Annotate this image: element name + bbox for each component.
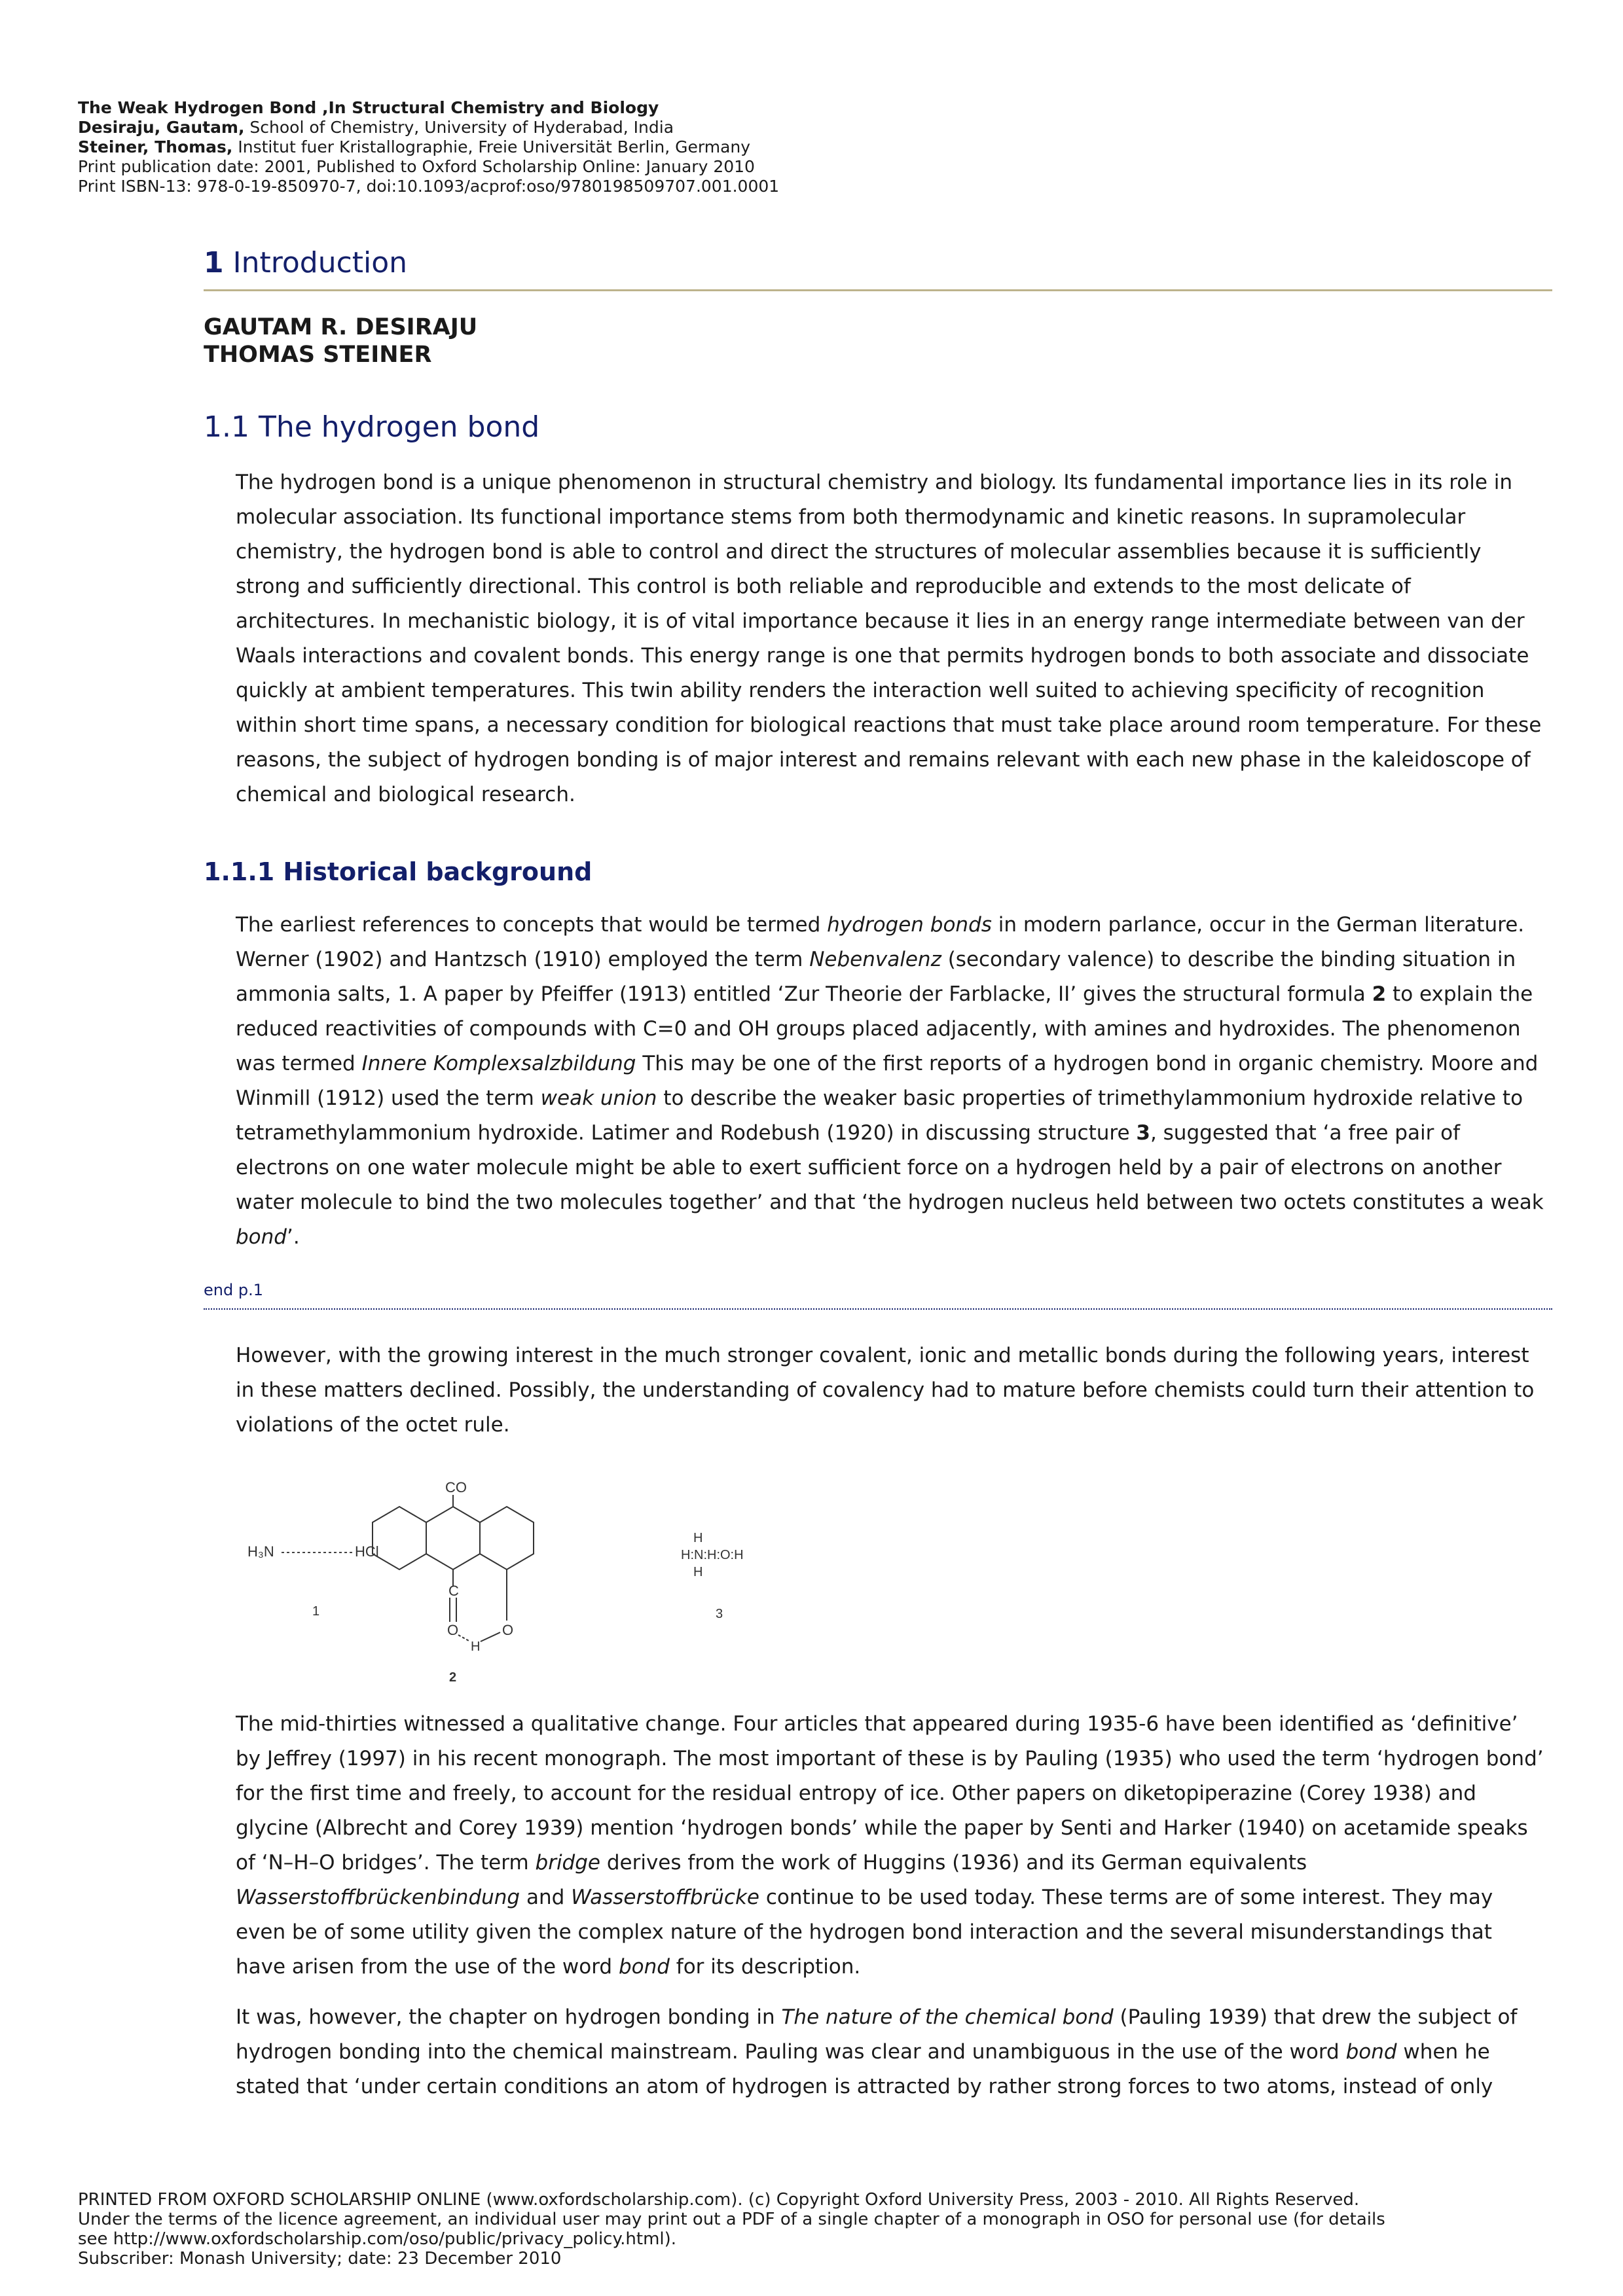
author-2-name: Steiner, Thomas, <box>78 137 233 156</box>
chapter-author: THOMAS STEINER <box>204 342 432 368</box>
structure-2 <box>373 1495 534 1641</box>
publication-date: Print publication date: 2001, Published to Oxford Scholarship Online: January 2010 <box>78 157 755 176</box>
subscriber-line: Subscriber: Monash University; date: 23 December 2010 <box>78 2249 562 2269</box>
page-break-marker: end p.1 <box>204 1281 1552 1310</box>
svg-text:H₃N: H₃N <box>247 1543 274 1560</box>
structure-1 <box>247 1543 379 1619</box>
author-1-line <box>78 118 779 137</box>
paragraph: However, with the growing interest in the much stronger covalent, ionic and metallic bonds during the following years, interest in these matters declined. Possibly, the understanding of covalency had to mature before chemists could turn their attention to violations of the octet rule. <box>236 1344 1535 1437</box>
structures-drawing <box>236 1470 825 1686</box>
author-2-line <box>78 137 779 157</box>
svg-text:H: H <box>693 1531 703 1545</box>
author-1-affiliation: School of Chemistry, University of Hyderabad, India <box>244 118 674 137</box>
structure-label: 1 <box>312 1604 320 1619</box>
copyright-line: PRINTED FROM OXFORD SCHOLARSHIP ONLINE (www.oxfordscholarship.com). (c) Copyright Oxford University Press, 2003 - 2010. All Rights Reserved. <box>78 2190 1360 2210</box>
chapter-author: GAUTAM R. DESIRAJU <box>204 314 478 340</box>
chapter-title-text: Introduction <box>223 246 408 279</box>
licence-line: Under the terms of the licence agreement, an individual user may print out a PDF of a single chapter of a monograph in OSO for personal use (for details <box>78 2210 1385 2229</box>
structure-3 <box>681 1531 744 1621</box>
chapter-body <box>204 243 1552 2104</box>
subsection-heading: 1.1.1 Historical background <box>204 857 593 886</box>
paragraph: The earliest references to concepts that would be termed hydrogen bonds in modern parlance, occur in the German literature. Werner (1902) and Hantzsch (1910) employed the term Nebenvalenz (secondary valence) to describe the binding situation in ammonia salts, 1. A paper by Pfeiffer (1913) entitled ‘Zur Theorie der Farblacke, II’ gives the structural formula 2 to explain the reduced reactivities of compounds with C=0 and OH groups placed adjacently, with amines and hydroxides. The phenomenon was termed Innere Komplexsalzbildung This may be one of the first reports of a hydrogen bond in organic chemistry. Moore and Winmill (1912) used the term weak union to describe the weaker basic properties of trimethylammonium hydroxide relative to tetramethylammonium hydroxide. Latimer and Rodebush (1920) in discussing structure 3, suggested that ‘a free pair of electrons on one water molecule might be able to exert sufficient force on a hydrogen held by a pair of electrons on another water molecule to bind the two molecules together’ and that ‘the hydrogen nucleus held between two octets constitutes a weak bond’. <box>236 913 1544 1249</box>
book-title: The Weak Hydrogen Bond ,In Structural Chemistry and Biology <box>78 98 659 117</box>
document-header <box>78 98 779 196</box>
paragraph: It was, however, the chapter on hydrogen bonding in The nature of the chemical bond (Pauling 1939) that drew the subject of hydrogen bonding into the chemical mainstream. Pauling was clear and unambiguous in the use of the word bond when he stated that ‘under certain conditions an atom of hydrogen is attracted by rather strong forces to two atoms, instead of only <box>236 2005 1518 2098</box>
isbn-doi: Print ISBN-13: 978-0-19-850970-7, doi:10.1093/acprof:oso/9780198509707.001.0001 <box>78 177 780 196</box>
chapter-title <box>204 243 1552 291</box>
svg-text:H:N:H:O:H: H:N:H:O:H <box>681 1548 744 1562</box>
author-2-affiliation: Institut fuer Kristallographie, Freie Universität Berlin, Germany <box>232 137 751 156</box>
paragraph: The hydrogen bond is a unique phenomenon in structural chemistry and biology. Its fundamental importance lies in its role in molecular association. Its functional importance stems from both thermodynamic and kinetic reasons. In supramolecular chemistry, the hydrogen bond is able to control and direct the structures of molecular assemblies because it is sufficiently strong and sufficiently directional. This control is both reliable and reproducible and extends to the most delicate of architectures. In mechanistic biology, it is of vital importance because it lies in an energy range intermediate between van der Waals interactions and covalent bonds. This energy range is one that permits hydrogen bonds to both associate and dissociate quickly at ambient temperatures. This twin ability renders the interaction well suited to achieving specificity of recognition within short time spans, a necessary condition for biological reactions that must take place around room temperature. For these reasons, the subject of hydrogen bonding is of major interest and remains relevant with each new phase in the kaleidoscope of chemical and biological research. <box>236 471 1542 806</box>
svg-text:O: O <box>502 1622 514 1638</box>
svg-text:HCl: HCl <box>355 1543 379 1560</box>
svg-text:C: C <box>448 1583 459 1599</box>
structure-label: 2 <box>449 1670 457 1685</box>
section-heading: 1.1 The hydrogen bond <box>204 410 540 444</box>
svg-text:O: O <box>447 1622 459 1638</box>
chapter-authors <box>204 314 1552 368</box>
chapter-number: 1 <box>204 246 224 279</box>
chemical-structures-figure <box>236 1470 1552 1686</box>
svg-text:CO: CO <box>445 1479 467 1496</box>
policy-url-line: see http://www.oxfordscholarship.com/oso/public/privacy_policy.html). <box>78 2229 677 2249</box>
svg-text:H: H <box>693 1565 703 1579</box>
author-1-name: Desiraju, Gautam, <box>78 118 245 137</box>
paragraph: The mid-thirties witnessed a qualitative change. Four articles that appeared during 1935-6 have been identified as ‘definitive’ by Jeffrey (1997) in his recent monograph. The most important of these is by Pauling (1935) who used the term ‘hydrogen bond’ for the first time and freely, to account for the residual entropy of ice. Other papers on diketopiperazine (Corey 1938) and glycine (Albrecht and Corey 1939) mention ‘hydrogen bonds’ while the paper by Senti and Harker (1940) on acetamide speaks of ‘N–H–O bridges’. The term bridge derives from the work of Huggins (1936) and its German equivalents Wasserstoffbrückenbindung and Wasserstoffbrücke continue to be used today. These terms are of some interest. They may even be of some utility given the complex nature of the hydrogen bond interaction and the several misunderstandings that have arisen from the use of the word bond for its description. <box>236 1712 1544 1979</box>
document-footer <box>78 2190 1551 2269</box>
structure-label: 3 <box>716 1607 723 1621</box>
svg-text:H: H <box>471 1640 481 1654</box>
